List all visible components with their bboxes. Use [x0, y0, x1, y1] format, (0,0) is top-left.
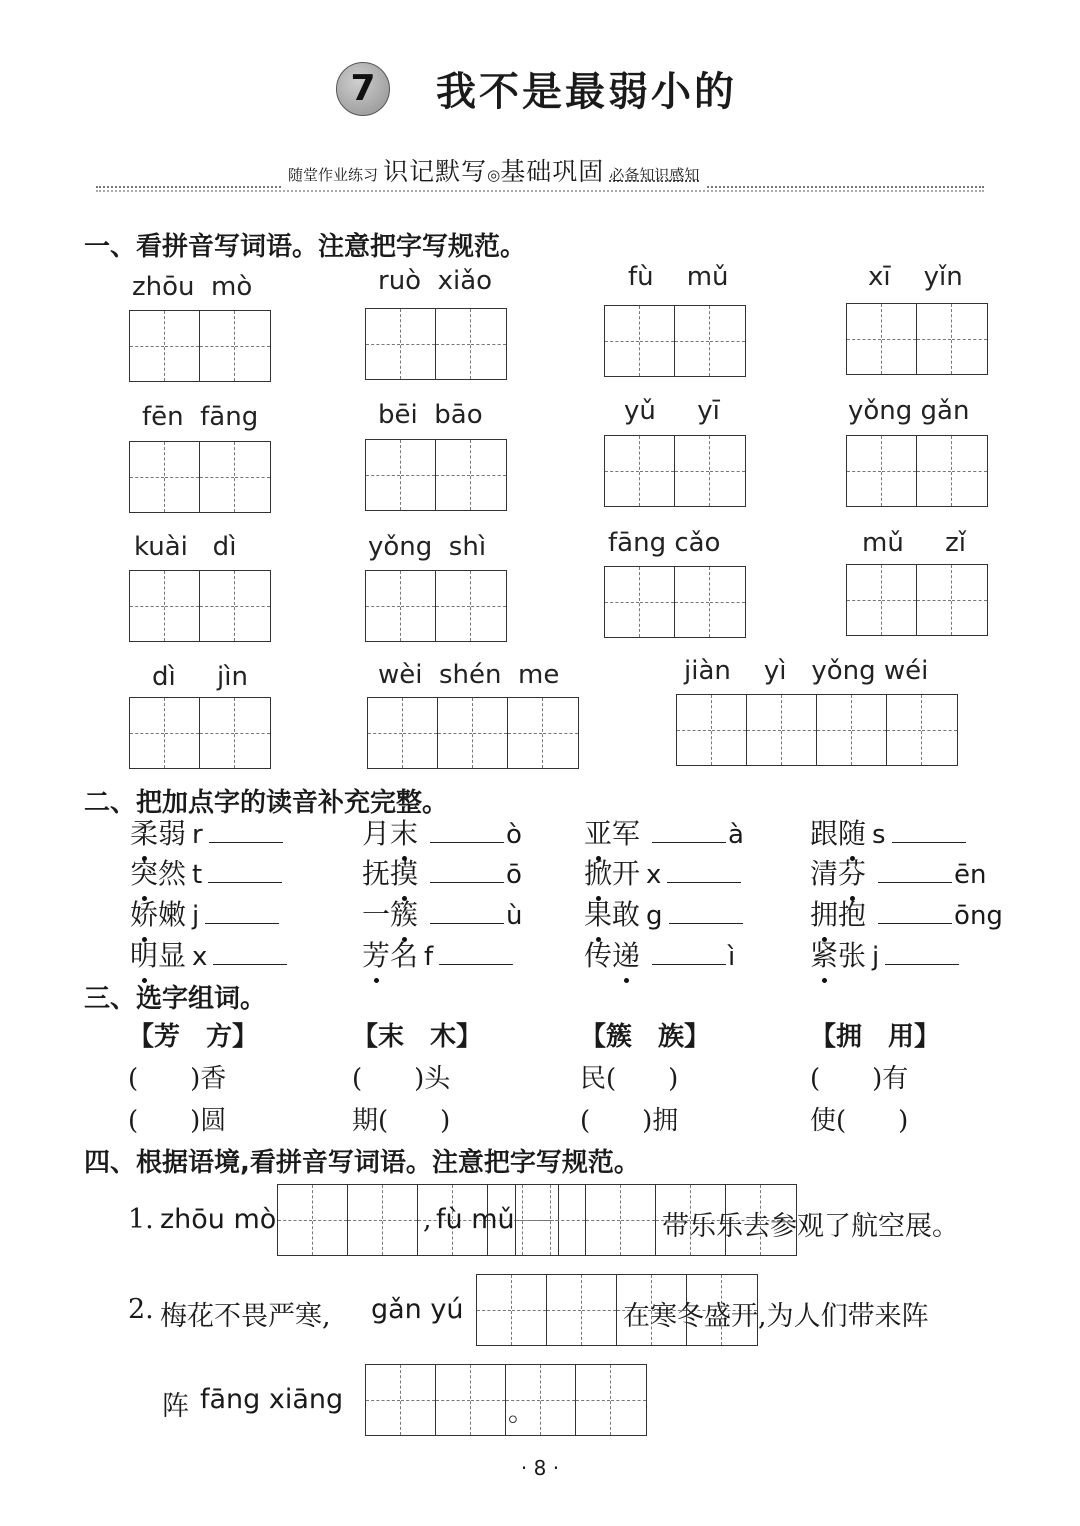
- grid-half-cell: [436, 571, 471, 641]
- pinyin-prompt: wèi shén me: [378, 660, 560, 690]
- grid-half-cell: [436, 440, 471, 510]
- answer-blank[interactable]: [878, 858, 952, 883]
- grid-half-cell: [235, 442, 270, 512]
- writing-grid[interactable]: [365, 570, 507, 642]
- grid-half-cell: [165, 311, 200, 381]
- word-char-2: 递: [612, 934, 640, 974]
- grid-half-cell: [747, 695, 782, 765]
- pinyin-prompt: fēn fāng: [142, 402, 259, 432]
- answer-blank[interactable]: [209, 818, 283, 843]
- grid-half-cell: [436, 1365, 471, 1435]
- grid-half-cell: [922, 695, 957, 765]
- pronunciation-item: [362, 812, 522, 852]
- word-char-2: 抱: [838, 898, 867, 931]
- pinyin-suffix: ō: [506, 860, 522, 890]
- word-char-2: 摸: [390, 852, 418, 892]
- page-number: · 8 ·: [520, 1456, 560, 1480]
- word-char-2: 然: [158, 857, 187, 890]
- pronunciation-item: [130, 893, 281, 933]
- word-char-1: 芳: [362, 934, 390, 974]
- word-char-1: 一: [362, 898, 391, 931]
- pronunciation-item: [362, 893, 523, 933]
- q2-period: 。: [508, 1397, 535, 1428]
- grid-half-cell: [278, 1185, 313, 1255]
- grid-half-cell: [611, 1365, 646, 1435]
- pinyin-prompt: xī yǐn: [868, 262, 963, 292]
- writing-grid[interactable]: [129, 441, 271, 513]
- grid-half-cell: [401, 440, 436, 510]
- grid-half-cell: [551, 1185, 586, 1255]
- word-char-1: 亚: [584, 812, 612, 852]
- section4-title: 四、根据语境,看拼音写词语。注意把字写规范。: [84, 1148, 640, 1178]
- pronunciation-item: [130, 812, 285, 852]
- section2-title: 二、把加点字的读音补充完整。: [84, 788, 449, 818]
- writing-grid[interactable]: [365, 439, 507, 511]
- grid-half-cell: [366, 309, 401, 379]
- word-char-1: 突: [130, 852, 158, 892]
- word-blank-line[interactable]: ( )香: [128, 1064, 227, 1094]
- section3-title: 三、选字组词。: [84, 984, 267, 1014]
- grid-half-cell: [130, 698, 165, 768]
- grid-half-cell: [882, 436, 917, 506]
- grid-half-cell: [471, 440, 506, 510]
- pinyin-prompt: fāng cǎo: [608, 528, 721, 558]
- word-blank-line[interactable]: ( )有: [810, 1064, 909, 1094]
- writing-grid[interactable]: [604, 305, 746, 377]
- grid-half-cell: [712, 695, 747, 765]
- writing-grid[interactable]: [129, 570, 271, 642]
- lesson-number-badge: 7: [336, 62, 390, 116]
- grid-half-cell: [541, 1365, 576, 1435]
- answer-blank[interactable]: [885, 940, 959, 965]
- emphasis-dot: [822, 978, 827, 983]
- grid-half-cell: [473, 698, 508, 768]
- word-char-2: 末: [390, 812, 418, 852]
- word-char-1: 明: [130, 934, 158, 974]
- grid-half-cell: [782, 695, 817, 765]
- grid-half-cell: [605, 306, 640, 376]
- banner-part1: 随堂作业练习: [288, 166, 379, 184]
- grid-half-cell: [586, 1185, 621, 1255]
- word-char-2: 显: [158, 939, 187, 972]
- banner-divider-lower: [96, 190, 984, 192]
- word-blank-line[interactable]: 期( ): [352, 1106, 451, 1136]
- grid-half-cell: [675, 567, 710, 637]
- grid-half-cell: [882, 304, 917, 374]
- pinyin-prompt: yǒng gǎn: [848, 396, 970, 426]
- grid-half-cell: [817, 695, 852, 765]
- grid-half-cell: [436, 309, 471, 379]
- grid-half-cell: [130, 311, 165, 381]
- answer-blank[interactable]: [430, 899, 504, 924]
- grid-half-cell: [130, 442, 165, 512]
- grid-half-cell: [165, 442, 200, 512]
- word-char-2: 名: [390, 939, 419, 972]
- grid-half-cell: [313, 1185, 348, 1255]
- grid-half-cell: [640, 306, 675, 376]
- pronunciation-item: [810, 893, 1003, 933]
- word-char-2: 弱: [158, 817, 187, 850]
- q2-label: 2.: [128, 1294, 154, 1325]
- grid-half-cell: [547, 1275, 582, 1345]
- q1-pinyin-2: fù mǔ: [436, 1204, 515, 1235]
- writing-grid[interactable]: [129, 310, 271, 382]
- word-char-2: 簇: [390, 893, 418, 933]
- grid-half-cell: [368, 698, 403, 768]
- choice-characters: 【拥 用】: [810, 1022, 941, 1052]
- q1-pinyin-1: zhōu mò: [160, 1204, 277, 1235]
- pinyin-prefix: f: [424, 942, 434, 972]
- grid-half-cell: [235, 571, 270, 641]
- banner-part2: 识记默写: [383, 157, 488, 186]
- pronunciation-item: [810, 812, 968, 852]
- grid-half-cell: [401, 309, 436, 379]
- pinyin-prompt: zhōu mò: [132, 272, 253, 302]
- grid-half-cell: [917, 304, 952, 374]
- grid-half-cell: [200, 442, 235, 512]
- emphasis-dot: [374, 978, 379, 983]
- pronunciation-item: [362, 852, 522, 892]
- answer-blank[interactable]: [430, 858, 504, 883]
- pinyin-prompt: yǒng shì: [368, 532, 487, 562]
- grid-half-cell: [366, 440, 401, 510]
- grid-half-cell: [847, 304, 882, 374]
- word-char-2: 随: [838, 812, 866, 852]
- word-blank-line[interactable]: 使( ): [810, 1106, 909, 1136]
- word-char-2: 芬: [838, 852, 866, 892]
- grid-half-cell: [710, 436, 745, 506]
- grid-half-cell: [366, 571, 401, 641]
- pinyin-prompt: mǔ zǐ: [862, 528, 966, 558]
- grid-half-cell: [471, 309, 506, 379]
- grid-half-cell: [477, 1275, 512, 1345]
- grid-half-cell: [471, 1365, 506, 1435]
- word-char-1: 清: [810, 857, 839, 890]
- q2-sentence-start: 梅花不畏严寒,: [160, 1301, 331, 1332]
- choice-characters: 【末 木】: [352, 1022, 483, 1052]
- pinyin-prompt: yǔ yī: [624, 396, 720, 426]
- grid-half-cell: [640, 436, 675, 506]
- grid-half-cell: [235, 311, 270, 381]
- answer-blank[interactable]: [669, 899, 743, 924]
- grid-half-cell: [675, 306, 710, 376]
- answer-blank[interactable]: [667, 858, 741, 883]
- pronunciation-item: [810, 934, 961, 974]
- grid-half-cell: [516, 1185, 551, 1255]
- answer-blank[interactable]: [430, 818, 504, 843]
- grid-half-cell: [235, 698, 270, 768]
- pronunciation-item: [584, 934, 735, 974]
- grid-half-cell: [401, 1365, 436, 1435]
- grid-half-cell: [576, 1365, 611, 1435]
- grid-half-cell: [621, 1185, 656, 1255]
- word-char-2: 敢: [612, 898, 641, 931]
- pinyin-prompt: fù mǔ: [628, 262, 729, 292]
- word-char-1: 果: [584, 893, 612, 933]
- pronunciation-item: [810, 852, 987, 892]
- word-char-2: 嫩: [158, 898, 187, 931]
- pinyin-prefix: x: [646, 860, 662, 890]
- q2-writing-grid-2[interactable]: [365, 1364, 647, 1436]
- pinyin-prefix: s: [872, 820, 886, 850]
- writing-grid[interactable]: [129, 697, 271, 769]
- grid-half-cell: [952, 565, 987, 635]
- grid-half-cell: [640, 567, 675, 637]
- grid-half-cell: [952, 304, 987, 374]
- answer-blank[interactable]: [208, 858, 282, 883]
- grid-half-cell: [677, 695, 712, 765]
- grid-half-cell: [710, 306, 745, 376]
- grid-half-cell: [605, 436, 640, 506]
- banner-part4: 必备知识感知: [609, 166, 700, 184]
- grid-half-cell: [917, 436, 952, 506]
- grid-half-cell: [882, 565, 917, 635]
- banner-separator: ◎: [487, 166, 501, 184]
- word-blank-line[interactable]: ( )拥: [580, 1106, 679, 1136]
- answer-blank[interactable]: [878, 899, 952, 924]
- q1-sentence-tail: 带乐乐去参观了航空展。: [662, 1211, 959, 1242]
- word-char-1: 娇: [130, 893, 158, 933]
- answer-blank[interactable]: [213, 940, 287, 965]
- grid-half-cell: [952, 436, 987, 506]
- grid-half-cell: [200, 698, 235, 768]
- word-char-1: 拥: [810, 893, 838, 933]
- writing-grid[interactable]: [846, 435, 988, 507]
- grid-half-cell: [887, 695, 922, 765]
- writing-grid[interactable]: [367, 697, 579, 769]
- answer-blank[interactable]: [652, 818, 726, 843]
- pinyin-prompt: ruò xiǎo: [378, 266, 493, 296]
- grid-half-cell: [508, 698, 543, 768]
- grid-half-cell: [512, 1275, 547, 1345]
- writing-grid[interactable]: [604, 435, 746, 507]
- grid-half-cell: [917, 565, 952, 635]
- section1-title: 一、看拼音写词语。注意把字写规范。: [84, 232, 527, 262]
- grid-half-cell: [847, 565, 882, 635]
- word-blank-line[interactable]: ( )圆: [128, 1106, 227, 1136]
- q2-pinyin-2: fāng xiāng: [200, 1384, 344, 1415]
- pinyin-suffix: ōng: [954, 901, 1003, 931]
- answer-blank[interactable]: [205, 899, 279, 924]
- pinyin-prefix: x: [192, 942, 208, 972]
- pinyin-prefix: j: [872, 942, 880, 972]
- pronunciation-item: [130, 934, 289, 974]
- word-char-1: 传: [584, 939, 613, 972]
- grid-half-cell: [165, 698, 200, 768]
- pinyin-prompt: jiàn yì yǒng wéi: [684, 656, 929, 686]
- grid-half-cell: [200, 571, 235, 641]
- writing-grid[interactable]: [846, 303, 988, 375]
- grid-half-cell: [366, 1365, 401, 1435]
- grid-half-cell: [852, 695, 887, 765]
- word-blank-line[interactable]: 民( ): [580, 1064, 679, 1094]
- writing-grid[interactable]: [676, 694, 958, 766]
- word-char-1: 抚: [362, 857, 391, 890]
- pinyin-prompt: bēi bāo: [378, 400, 483, 430]
- grid-half-cell: [847, 436, 882, 506]
- word-char-2: 开: [612, 857, 641, 890]
- writing-grid[interactable]: [604, 566, 746, 638]
- pinyin-suffix: ēn: [954, 860, 987, 890]
- grid-half-cell: [471, 571, 506, 641]
- grid-half-cell: [438, 698, 473, 768]
- grid-half-cell: [401, 571, 436, 641]
- pinyin-prompt: kuài dì: [134, 532, 237, 562]
- pronunciation-item: [584, 852, 743, 892]
- section-banner: [96, 152, 984, 192]
- pinyin-prefix: g: [646, 901, 663, 931]
- pinyin-prefix: t: [192, 860, 203, 890]
- pinyin-prefix: j: [192, 901, 200, 931]
- pinyin-prompt: dì jìn: [152, 662, 248, 692]
- word-char-2: 张: [838, 939, 867, 972]
- grid-half-cell: [200, 311, 235, 381]
- q1-comma: ,: [423, 1204, 432, 1235]
- q1-label: 1.: [128, 1204, 154, 1235]
- answer-blank[interactable]: [439, 940, 513, 965]
- grid-half-cell: [710, 567, 745, 637]
- banner-text: [282, 152, 705, 188]
- answer-blank[interactable]: [892, 818, 966, 843]
- pinyin-suffix: ù: [506, 901, 523, 931]
- word-char-2: 军: [612, 817, 641, 850]
- q2-continuation: 阵: [162, 1391, 189, 1422]
- banner-part3: 基础巩固: [500, 157, 605, 186]
- writing-grid[interactable]: [846, 564, 988, 636]
- pronunciation-item: [584, 812, 744, 852]
- q2-pinyin-1: gǎn yú: [371, 1294, 464, 1325]
- pinyin-suffix: ò: [506, 820, 522, 850]
- word-char-1: 柔: [130, 812, 158, 852]
- word-blank-line[interactable]: ( )头: [352, 1064, 451, 1094]
- word-char-1: 月: [362, 817, 391, 850]
- pinyin-prefix: r: [192, 820, 203, 850]
- grid-half-cell: [605, 567, 640, 637]
- grid-half-cell: [403, 698, 438, 768]
- grid-half-cell: [130, 571, 165, 641]
- grid-half-cell: [675, 436, 710, 506]
- word-char-1: 掀: [584, 852, 612, 892]
- pronunciation-item: [130, 852, 284, 892]
- pinyin-suffix: à: [728, 820, 744, 850]
- choice-characters: 【簇 族】: [580, 1022, 711, 1052]
- choice-characters: 【芳 方】: [128, 1022, 259, 1052]
- pronunciation-item: [584, 893, 745, 933]
- word-char-1: 跟: [810, 817, 839, 850]
- grid-half-cell: [348, 1185, 383, 1255]
- pinyin-suffix: ì: [728, 942, 736, 972]
- emphasis-dot: [624, 978, 629, 983]
- lesson-title: 我不是最弱小的: [436, 69, 737, 115]
- grid-half-cell: [543, 698, 578, 768]
- grid-half-cell: [165, 571, 200, 641]
- grid-half-cell: [582, 1275, 617, 1345]
- pronunciation-item: [362, 934, 515, 974]
- writing-grid[interactable]: [365, 308, 507, 380]
- answer-blank[interactable]: [652, 940, 726, 965]
- word-char-1: 紧: [810, 934, 838, 974]
- grid-half-cell: [383, 1185, 418, 1255]
- q2-sentence-tail: 在寒冬盛开,为人们带来阵: [623, 1301, 929, 1332]
